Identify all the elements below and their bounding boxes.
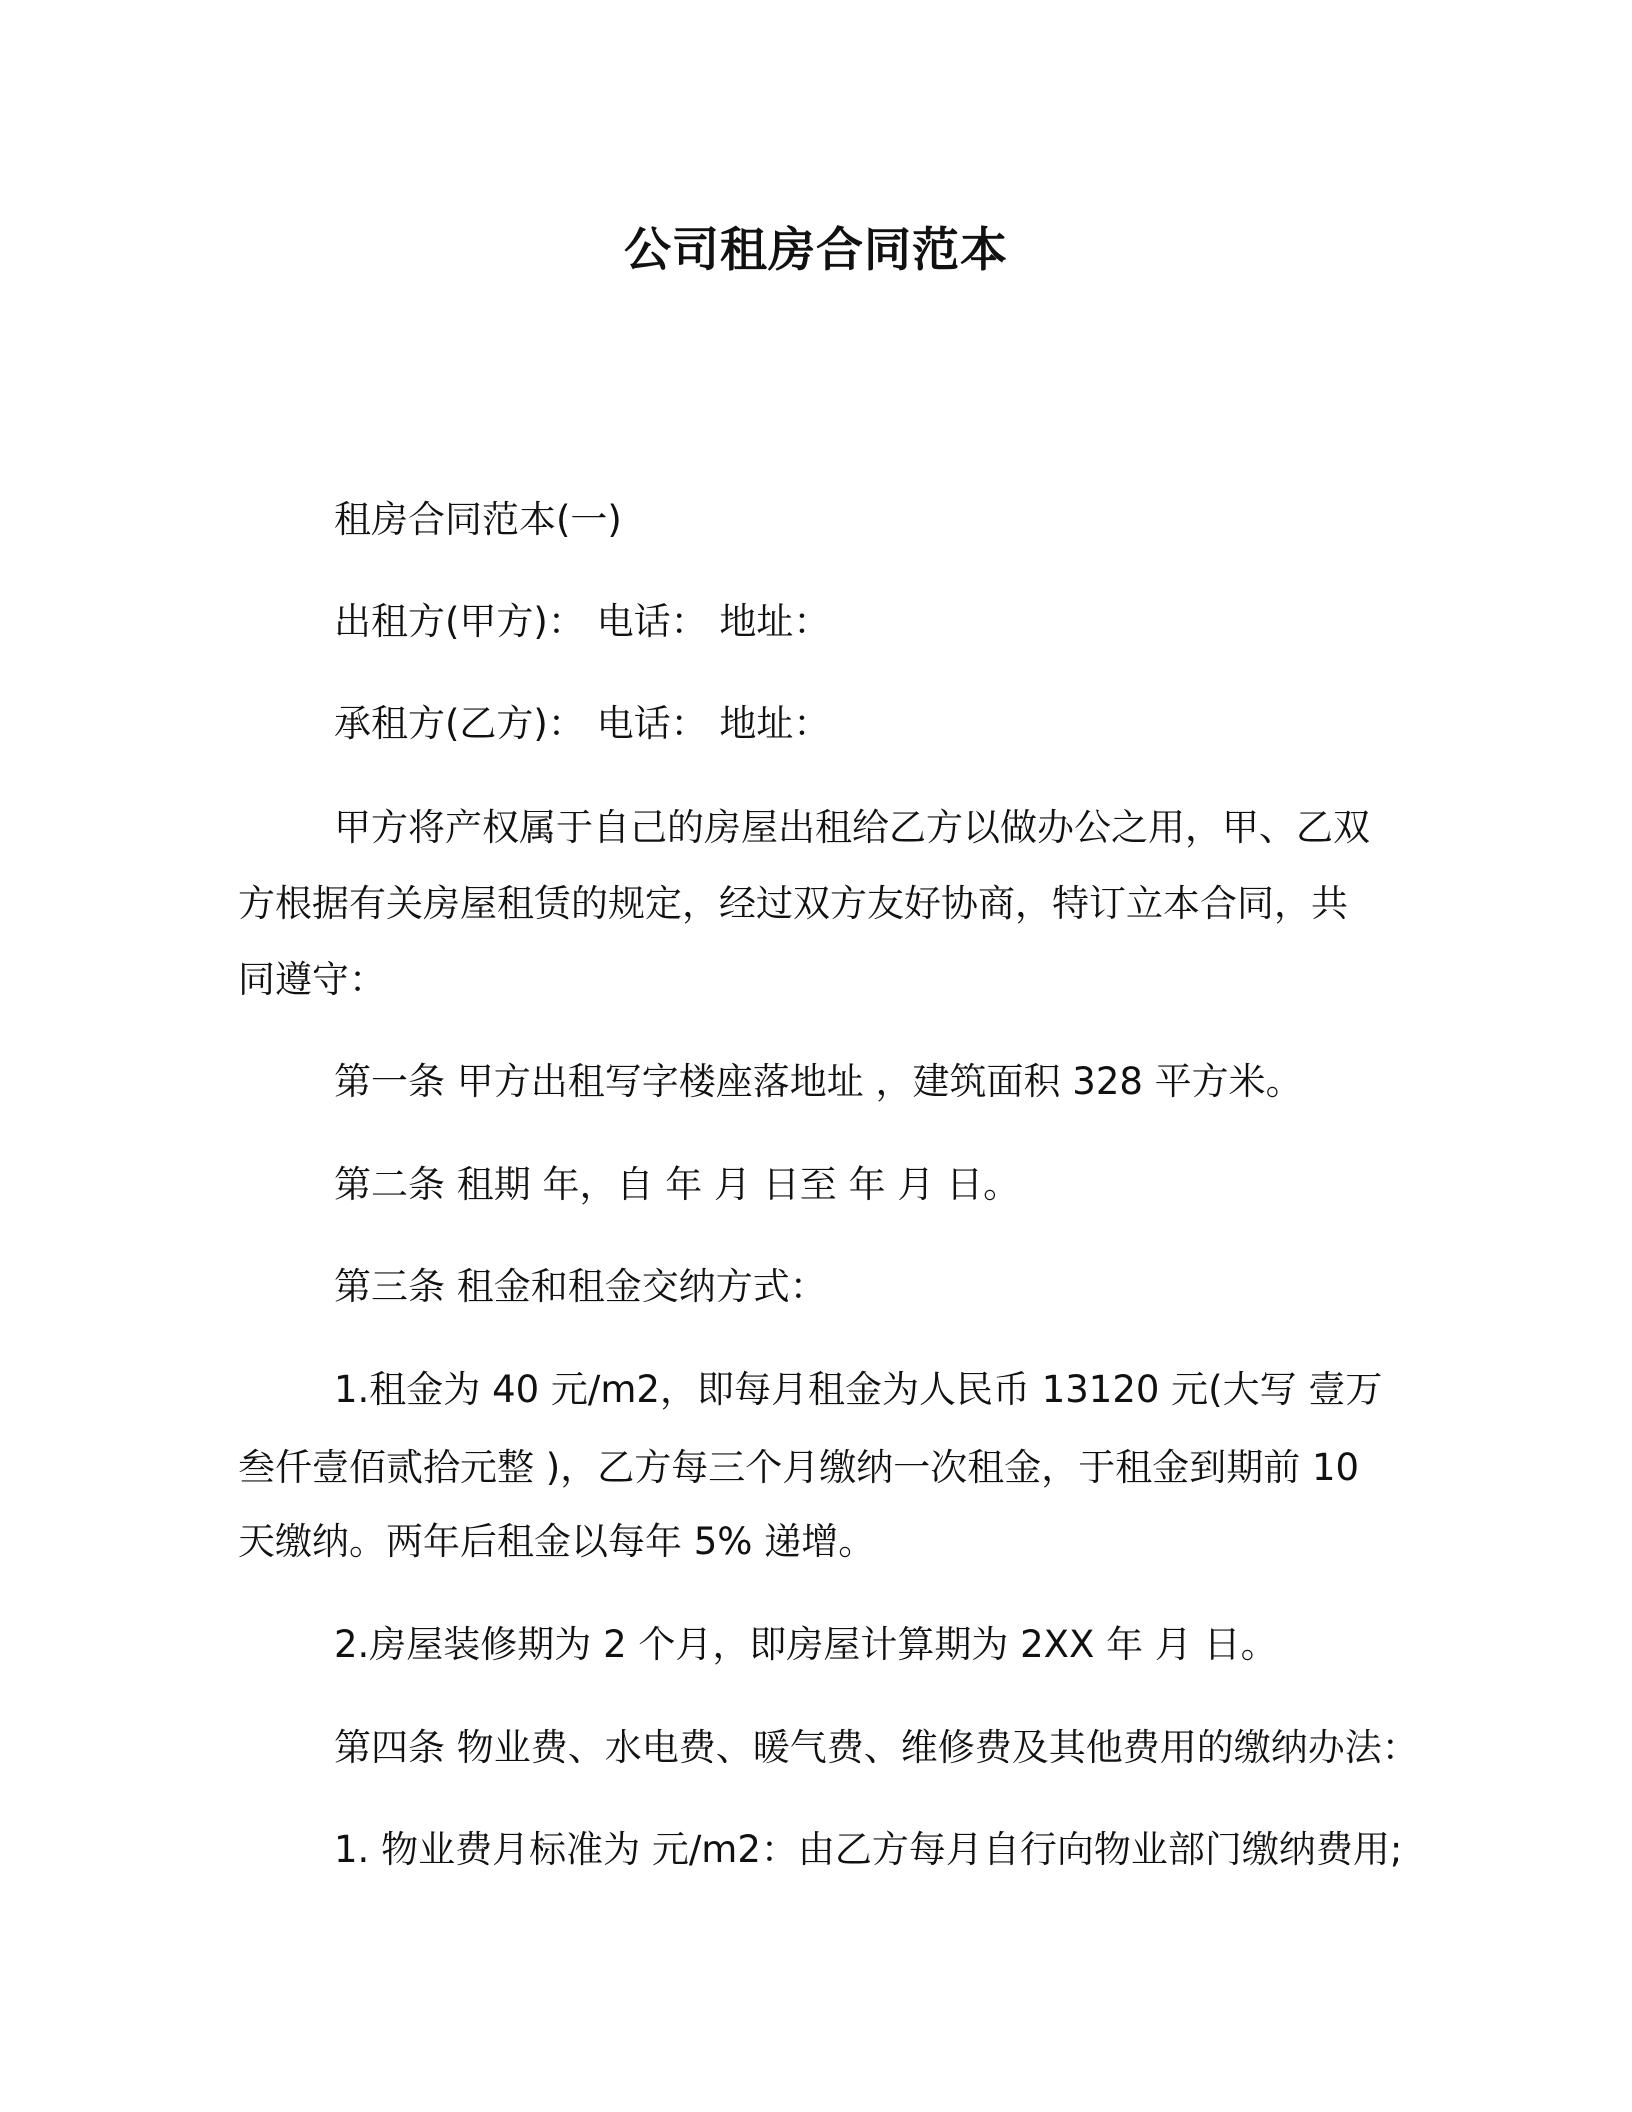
- section-heading: 租房合同范本(一): [334, 498, 622, 541]
- article-4-heading: 第四条 物业费、水电费、暖气费、维修费及其他费用的缴纳办法：: [334, 1726, 1419, 1769]
- article-3-item-1-line-3: 天缴纳。两年后租金以每年 5% 递增。: [238, 1520, 876, 1563]
- preamble-line-2: 方根据有关房屋租赁的规定，经过双方友好协商，特订立本合同，共: [238, 882, 1348, 925]
- article-3-item-2: 2.房屋装修期为 2 个月，即房屋计算期为 2XX 年 月 日。: [334, 1623, 1278, 1666]
- article-3-item-1-line-1: 1.租金为 40 元/m2，即每月租金为人民币 13120 元(大写 壹万: [334, 1368, 1383, 1411]
- preamble-line-3: 同遵守：: [238, 958, 386, 1001]
- article-4-item-1: 1. 物业费月标准为 元/m2：由乙方每月自行向物业部门缴纳费用;: [334, 1828, 1403, 1871]
- article-3-item-1-line-2: 叁仟壹佰贰拾元整 )，乙方每三个月缴纳一次租金，于租金到期前 10: [238, 1446, 1360, 1489]
- document-title: 公司租房合同范本: [624, 223, 1008, 278]
- article-1: 第一条 甲方出租写字楼座落地址 ，建筑面积 328 平方米。: [334, 1060, 1303, 1103]
- lessor-line: 出租方(甲方)： 电话： 地址：: [334, 600, 831, 643]
- preamble-line-1: 甲方将产权属于自己的房屋出租给乙方以做办公之用，甲、乙双: [334, 806, 1370, 849]
- lessee-line: 承租方(乙方)： 电话： 地址：: [334, 702, 831, 745]
- article-2: 第二条 租期 年，自 年 月 日至 年 月 日。: [334, 1163, 1021, 1206]
- article-3-heading: 第三条 租金和租金交纳方式：: [334, 1265, 827, 1308]
